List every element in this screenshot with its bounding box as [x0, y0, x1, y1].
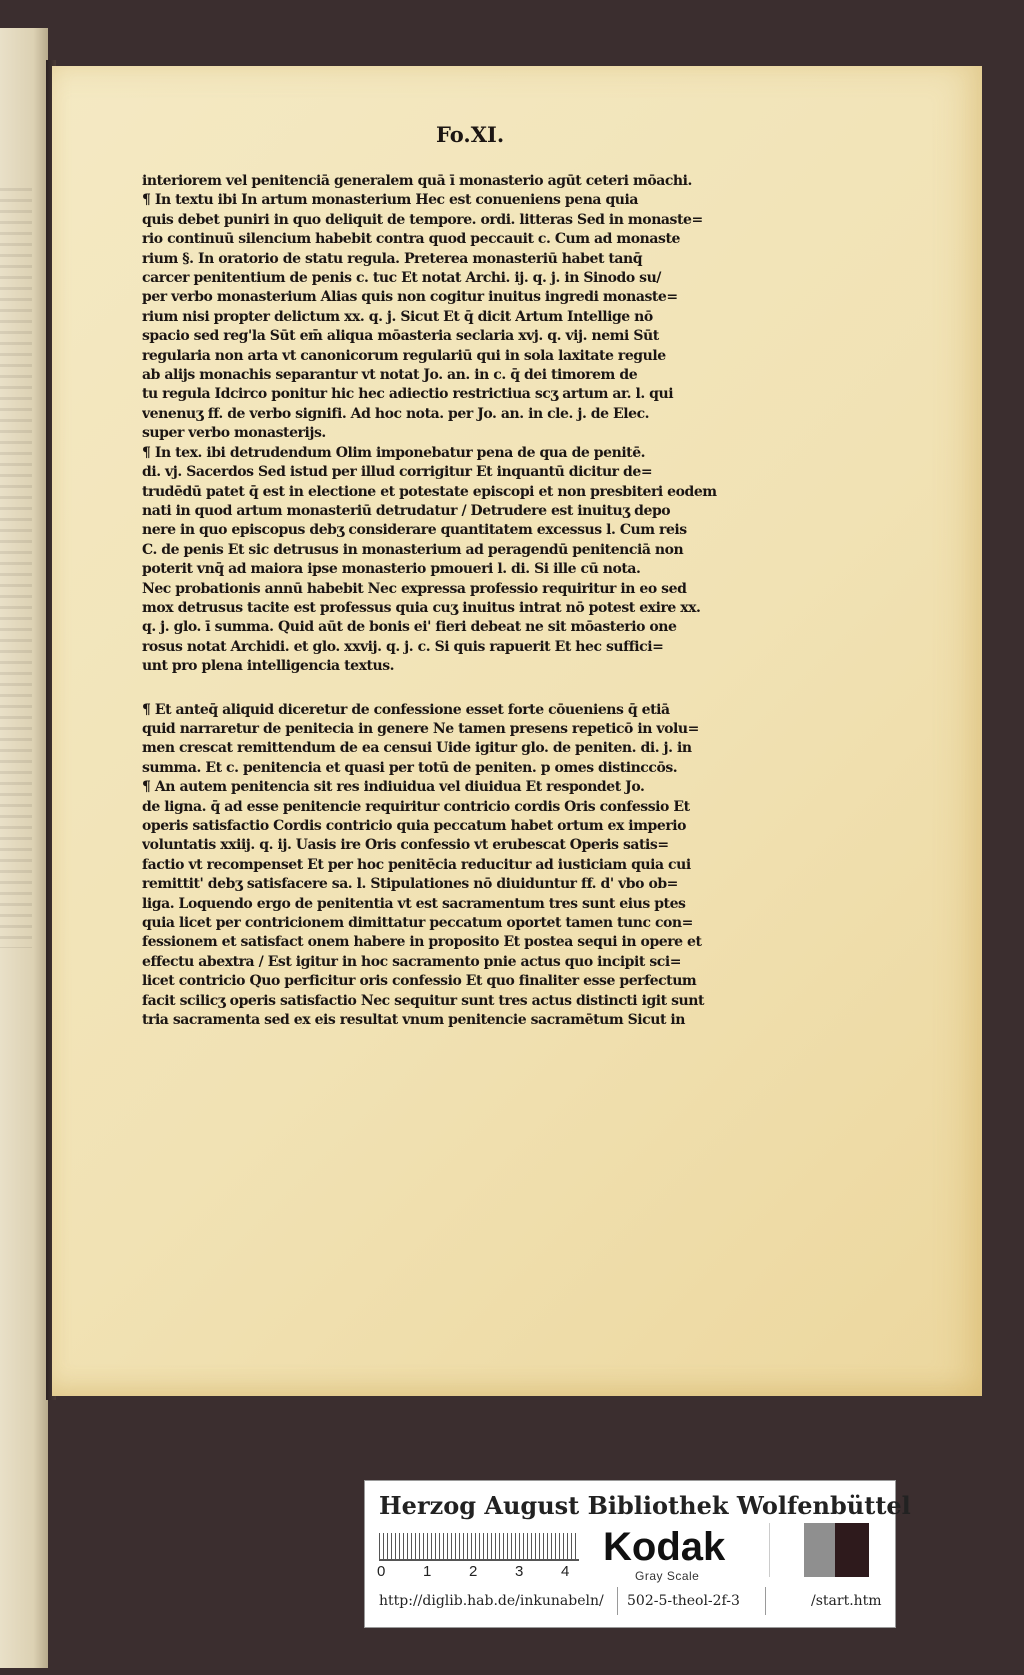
white-swatch [769, 1523, 804, 1577]
text-line: mox detrusus tacite est professus quia cuʒ inuitus intrat nō potest exire xx. [142, 599, 701, 616]
text-line: ¶ In tex. ibi detrudendum Olim imponebatur pena de qua de penitē. [142, 444, 646, 461]
text-line: ¶ An autem penitencia sit res indiuidua vel diuidua Et respondet Jo. [142, 779, 645, 796]
text-line: per verbo monasterium Alias quis non cogitur inuitus ingredi monaste= [142, 289, 678, 306]
text-line: licet contricio Quo perficitur oris confessio Et quo finaliter esse perfectum [142, 973, 697, 990]
text-line: rosus notat Archidi. et glo. xxvij. q. j. c. Si quis rapuerit Et hec suffici= [142, 638, 664, 655]
text-line: nati in quod artum monasteriū detrudatur / Detrudere est inuituʒ depo [142, 502, 671, 519]
left-page-text-shadow [0, 188, 32, 948]
text-line: carcer penitentium de penis c. tuc Et notat Archi. ij. q. j. in Sinodo su/ [142, 270, 661, 287]
url-separator [765, 1587, 766, 1615]
text-line: poterit vnq̄ ad maiora ipse monasterio pmoueri l. di. Si ille cū nota. [142, 561, 641, 578]
text-line: liga. Loquendo ergo de penitentia vt est sacramentum tres sunt eius ptes [142, 895, 686, 912]
text-line: tria sacramenta sed ex eis resultat vnum penitencie sacramētum Sicut in [142, 1012, 685, 1029]
text-line: voluntatis xxiij. q. ij. Uasis ire Oris confessio vt erubescat Operis satis= [142, 837, 669, 854]
text-line: factio vt recompenset Et per hoc penitēcia reducitur ad iusticiam quia cui [142, 856, 691, 873]
text-line: trudēdū patet q̄ est in electione et potestate episcopi et non presbiteri eodem [142, 483, 717, 500]
url-id: 502-5-theol-2f-3 [627, 1593, 740, 1609]
url-base: http://diglib.hab.de/inkunabeln/ [379, 1593, 604, 1609]
text-line: quia licet per contricionem dimittatur peccatum oportet tamen tunc con= [142, 915, 693, 932]
gray-swatches [769, 1523, 869, 1577]
text-line: rium §. In oratorio de statu regula. Preterea monasteriū habet tanq̄ [142, 250, 643, 267]
text-line: men crescat remittendum de ea censui Uide igitur glo. de peniten. di. j. in [142, 740, 692, 757]
ruler-number: 2 [469, 1563, 478, 1580]
text-line: quid narraretur de penitecia in genere Ne tamen presens repeticō in volu= [142, 720, 699, 737]
text-line: ab alijs monachis separantur vt notat Jo. an. in c. q̄ dei timorem de [142, 367, 638, 384]
gray-swatch [804, 1523, 836, 1577]
paragraph-gap [142, 677, 810, 701]
text-line: operis satisfactio Cordis contricio quia peccatum habet ortum ex imperio [142, 818, 686, 834]
institution-name: Herzog August Bibliothek Wolfenbüttel [379, 1491, 911, 1520]
url-separator [617, 1587, 618, 1615]
text-line: interiorem vel penitenciā generalem quā ī monasterio agūt ceteri mōachi. [142, 173, 692, 189]
text-line: effectu abextra / Est igitur in hoc sacramento pnie actus quo incipit sci= [142, 953, 681, 970]
text-line: q. j. glo. ī summa. Quid aūt de bonis ei' fieri debeat ne sit mōasterio one [142, 619, 677, 636]
text-line: super verbo monasterijs. [142, 425, 326, 442]
text-line: ¶ Et anteq̄ aliquid diceretur de confessione esset forte cōueniens q̄ etiā [142, 701, 670, 718]
text-line: regularia non arta vt canonicorum regulariū qui in sola laxitate regule [142, 347, 666, 364]
text-line: rio continuū silencium habebit contra quod peccauit c. Cum ad monaste [142, 231, 680, 248]
dark-swatch [835, 1523, 869, 1577]
kodak-logo: Kodak [603, 1525, 726, 1569]
text-line: remittit' debʒ satisfacere sa. l. Stipulationes nō diuiduntur ff. d' vbo ob= [142, 876, 678, 893]
text-line: Nec probationis annū habebit Nec expressa professio requiritur in eo sed [142, 580, 687, 597]
text-line: summa. Et c. penitencia et quasi per totū de peniten. p omes distinccōs. [142, 759, 678, 776]
left-page-edge [0, 28, 48, 1668]
text-line: rium nisi propter delictum xx. q. j. Sicut Et q̄ dicit Artum Intellige nō [142, 308, 653, 325]
text-line: C. de penis Et sic detrusus in monasterium ad peragendū penitenciā non [142, 541, 684, 558]
ruler-number: 0 [377, 1563, 386, 1580]
text-line: fessionem et satisfact onem habere in proposito Et postea sequi in opere et [142, 934, 702, 951]
text-line: ¶ In textu ibi In artum monasterium Hec est conueniens pena quia [142, 192, 639, 209]
text-line: tu regula Idcirco ponitur hic hec adiectio restrictiua scʒ artum ar. l. qui [142, 386, 674, 403]
ruler-number: 1 [423, 1563, 432, 1580]
library-target-label [364, 1480, 911, 1628]
incunable-page [52, 66, 982, 1396]
folio-number: Fo.XI. [436, 122, 505, 147]
text-line: nere in quo episcopus debʒ considerare quantitatem excessus l. Cum reis [142, 522, 687, 539]
url-suffix: /start.htm [811, 1593, 882, 1609]
text-line: facit scilicʒ operis satisfactio Nec sequitur sunt tres actus distincti igit sunt [142, 992, 705, 1009]
text-line: quis debet puniri in quo deliquit de tempore. ordi. litteras Sed in monaste= [142, 211, 703, 228]
text-line: venenuʒ ff. de verbo signifi. Ad hoc nota. per Jo. an. in cle. j. de Elec. [142, 405, 650, 422]
ruler-number: 4 [561, 1563, 570, 1580]
text-line: spacio sed reg'la Sūt em̄ aliqua mōasteria seclaria xvj. q. vij. nemi Sūt [142, 328, 659, 345]
text-block [142, 172, 810, 1030]
ruler-number: 3 [515, 1563, 524, 1580]
ruler-scale [379, 1533, 579, 1561]
text-line: de ligna. q̄ ad esse penitencie requiritur contricio cordis Oris confessio Et [142, 798, 690, 815]
text-line: unt pro plena intelligencia textus. [142, 658, 395, 675]
text-line: di. vj. Sacerdos Sed istud per illud corrigitur Et inquantū dicitur de= [142, 464, 653, 481]
gray-scale-label: Gray Scale [635, 1569, 700, 1583]
